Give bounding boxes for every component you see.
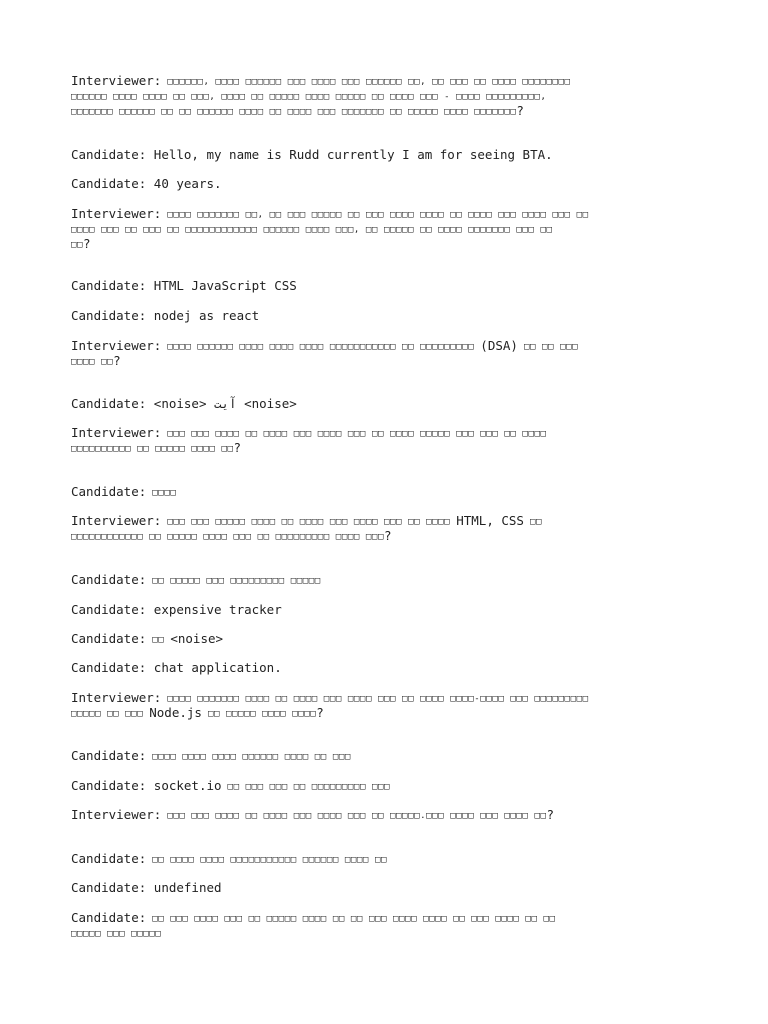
utterance-text: Node.js [149,705,202,720]
speaker-label: Candidate: [71,778,147,793]
utterance-text: nodej as react [146,308,260,323]
transcript-continuation [71,704,324,722]
utterance-text: ? [316,705,324,720]
speaker-label: Candidate: [71,572,147,587]
utterance-text: socket.io [146,778,222,793]
utterance-text: □□ □□□□ □□□□ □□□□□□□□□□□ □□□□□□ □□□□ □□ [146,855,388,865]
utterance-text: □□□□ □□□□□□□ □□, □□ □□□ □□□□□ □□ □□□ □□□□ □□□□ □□ □□□□ □□□ □□□□ □□□ □□ [161,210,589,220]
utterance-text: □□□□ □□□ □□ □□□ □□ □□□□□□□□□□□□ □□□□□□ □□□□ □□□, □□ □□□□□ □□ □□□□ □□□□□□□ □□□ □□ [71,225,553,235]
transcript-continuation [71,102,524,120]
transcript-turn [71,146,553,162]
speaker-label: Candidate: [71,851,147,866]
transcript-turn [71,747,351,765]
utterance-text: Hello, my name is Rudd currently I am for seeing BTA. [146,147,553,162]
utterance-text: □□□□ □□ [71,357,114,367]
transcript-turn [71,277,297,293]
transcript-continuation [71,235,91,253]
utterance-text: ? [516,103,524,118]
utterance-text: □□ □□□□□ □□□ □□□□□□□□□ □□□□□ [146,576,321,586]
utterance-text: □□ □□□ □□□□ □□□ □□ □□□□□ □□□□ □□ □□ □□□ □□□□ □□□□ □□ □□□ □□□□ □□ □□ [146,914,556,924]
utterance-text: □□□ □□□ □□□□ □□ □□□□ □□□ □□□□ □□□ □□ □□□□□.□□□ □□□□ □□□ □□□□ □□ [161,811,547,821]
utterance-text: □□□□□□□ □□□□□□ □□ □□ □□□□□□ □□□□ □□ □□□□ □□□ □□□□□□□ □□ □□□□□ □□□□ □□□□□□□ [71,107,517,117]
utterance-text: □□□□□□ □□□□ □□□□ □□ □□□, □□□□ □□ □□□□□ □□□□ □□□□□ □□ □□□□ □□□ - □□□□ □□□□□□□□□, [71,92,547,102]
transcript-turn [71,659,282,675]
transcript-turn [71,777,390,795]
speaker-label: Candidate: [71,484,147,499]
transcript-turn [71,483,176,501]
utterance-text: □□ □□ □□□ [517,342,579,352]
utterance-text: □□ [146,635,171,645]
utterance-text: □□□□ □□□□□□□ □□□□ □□ □□□□ □□□ □□□□ □□□ □□ □□□□ □□□□-□□□□ □□□ □□□□□□□□□ [161,694,589,704]
utterance-text: expensive tracker [146,602,282,617]
utterance-text: <noise> [170,631,224,646]
speaker-label: Candidate: [71,308,147,323]
transcript-continuation [71,220,552,238]
speaker-label: Candidate: [71,176,147,191]
utterance-text: □□□□ [146,488,177,498]
speaker-label: Candidate: [71,147,147,162]
utterance-text: ? [233,440,242,455]
speaker-label: Interviewer: [71,73,162,88]
speaker-label: Candidate: [71,631,147,646]
utterance-text: undefined [146,880,222,895]
utterance-text: HTML, CSS [456,513,524,528]
utterance-text: ? [83,236,91,251]
utterance-text: □□□ □□□ □□□□ □□ □□□□ □□□ □□□□ □□□ □□ □□□□ □□□□□ □□□ □□□ □□ □□□□ [161,429,547,439]
utterance-text: □□□□□ □□□ □□□□□ [71,929,162,939]
transcript-continuation [71,352,121,370]
speaker-label: Candidate: [71,880,147,895]
utterance-text: ? [383,528,392,543]
transcript-turn [71,337,578,355]
transcript-turn [71,307,259,323]
transcript-turn [71,601,282,617]
speaker-label: Candidate: [71,748,147,763]
utterance-text: □□ [71,240,84,250]
utterance-text: chat application. [146,660,282,675]
speaker-label: Interviewer: [71,513,162,528]
utterance-text: □□□□□□, □□□□ □□□□□□ □□□ □□□□ □□□ □□□□□□ □□, □□ □□□ □□ □□□□ □□□□□□□□ [161,77,571,87]
speaker-label: Interviewer: [71,338,162,353]
speaker-label: Interviewer: [71,690,162,705]
speaker-label: Candidate: [71,278,147,293]
utterance-text: □□□□□□□□□□□□ □□ □□□□□ □□□□ □□□ □□ □□□□□□□□□ □□□□ □□□ [71,532,384,542]
utterance-text: □□ □□□□□ □□□□ □□□□ [201,709,317,719]
transcript-turn [71,395,297,411]
speaker-label: Interviewer: [71,425,162,440]
utterance-text: HTML JavaScript CSS [146,278,297,293]
transcript-turn [71,630,223,648]
utterance-text: □□ [523,517,543,527]
transcript-continuation [71,527,392,545]
utterance-text: (DSA) [480,338,518,353]
utterance-text: □□□ □□□ □□□□□ □□□□ □□ □□□□ □□□ □□□□ □□□ □□ □□□□ [161,517,457,527]
utterance-text: □□□□□□□□□□ □□ □□□□□ □□□□ □□ [71,444,234,454]
utterance-text: ? [546,807,555,822]
transcript-turn [71,879,222,895]
transcript-continuation [71,924,161,942]
speaker-label: Candidate: [71,910,147,925]
utterance-text: 40 years. [146,176,222,191]
utterance-text: □□□□ □□□□ □□□□ □□□□□□ □□□□ □□ □□□ [146,752,351,762]
transcript-turn [71,850,387,868]
transcript-continuation [71,439,241,457]
utterance-text: □□□□□ □□ □□□ [71,709,150,719]
utterance-text: □□ □□□ □□□ □□ □□□□□□□□□ □□□ [221,782,391,792]
speaker-label: Interviewer: [71,206,162,221]
utterance-text: ? [113,353,121,368]
transcript-turn [71,571,321,589]
speaker-label: Candidate: [71,660,147,675]
speaker-label: Interviewer: [71,807,162,822]
speaker-label: Candidate: [71,396,147,411]
utterance-text: □□□□ □□□□□□ □□□□ □□□□ □□□□ □□□□□□□□□□□ □□ □□□□□□□□□ [161,342,481,352]
utterance-text: <noise> آیت <noise> [146,396,297,411]
transcript-turn [71,175,222,191]
transcript-turn [71,806,554,824]
speaker-label: Candidate: [71,602,147,617]
